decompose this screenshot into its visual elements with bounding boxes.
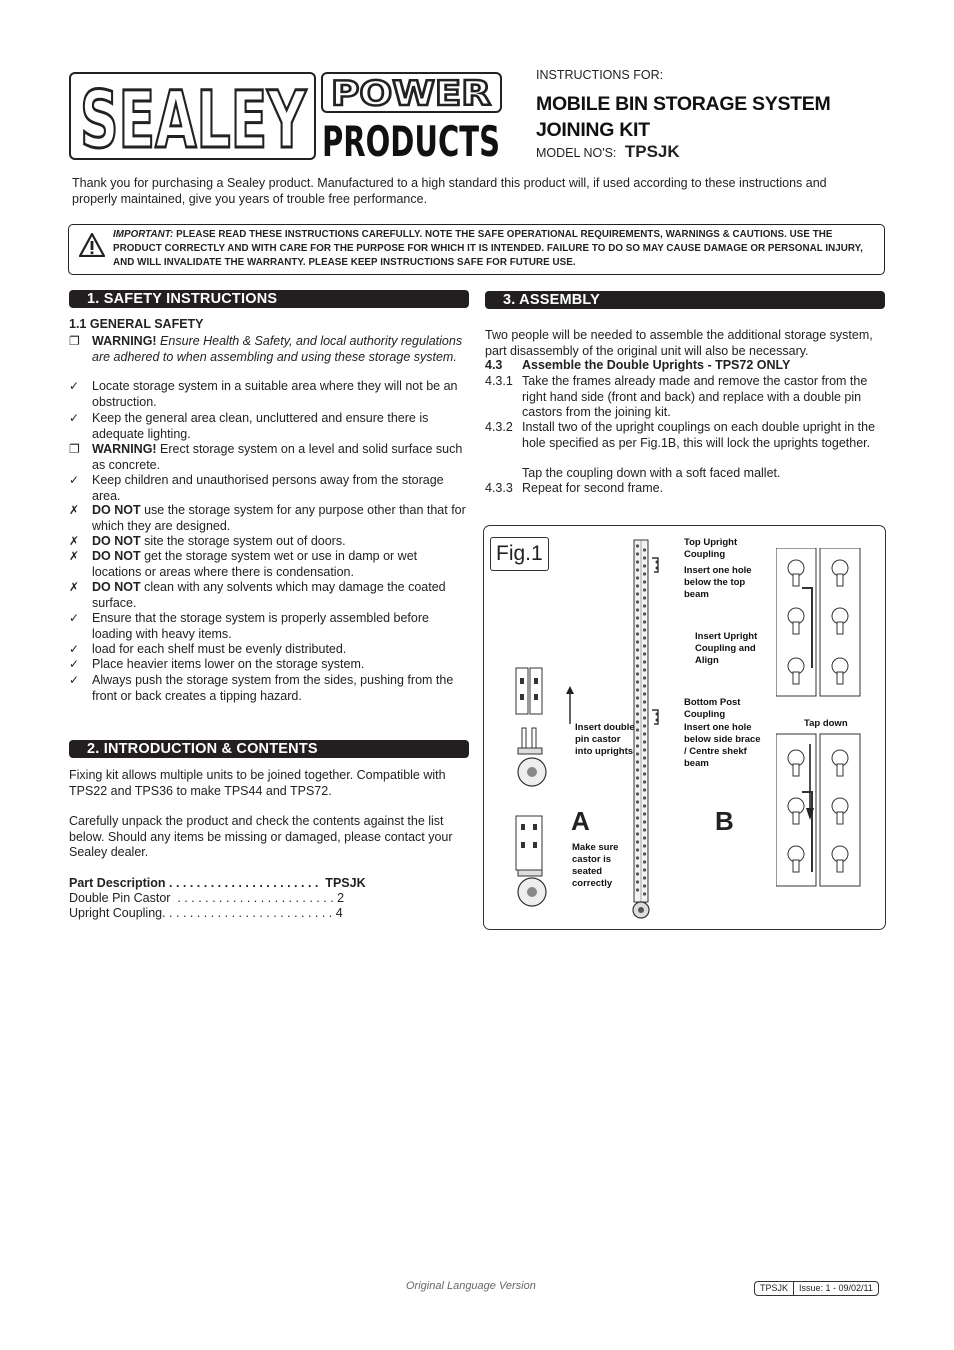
label-bottom-coupling: Bottom Post Coupling: [684, 697, 741, 720]
safety-item-text: [92, 611, 467, 642]
figure-letter-a: A: [571, 806, 590, 836]
safety-item-marker: ✗: [69, 534, 80, 548]
important-body: PLEASE READ THESE INSTRUCTIONS CAREFULLY. NOTE THE SAFE OPERATIONAL REQUIREMENTS, WARNINGS & CAUTIONS. USE THE PRODUCT CORRECTLY AND WITH CARE FOR THE PURPOSE FOR WHICH IT IS INTENDED. FAILURE TO DO SO MAY CAUSE DAMAGE OR PERSONAL INJURY, AND WILL INVALIDATE THE WARRANTY. PLEASE KEEP INSTRUCTIONS SAFE FOR FUTURE USE.: [113, 229, 863, 268]
sealey-logo: [69, 72, 316, 160]
safety-item-marker: ✗: [69, 549, 80, 563]
products-logo-text: PRODUCTS: [322, 117, 500, 160]
safety-item-marker: ✗: [69, 580, 80, 594]
safety-item-marker: ✓: [69, 473, 80, 487]
model-number: TPSJK: [624, 142, 680, 161]
safety-item-body: get the storage system wet or use in damp or wet locations or areas where there is condensation.: [92, 549, 418, 579]
safety-item-text: [92, 379, 467, 410]
assembly-intro: Two people will be needed to assemble the additional storage system, part disassembly of the original unit will also be necessary.: [485, 328, 873, 358]
instructions-for-label: INSTRUCTIONS FOR:: [536, 68, 664, 82]
safety-item-marker: ❐: [69, 334, 80, 348]
arrow-up-icon: [564, 686, 576, 726]
safety-item-marker: ✓: [69, 411, 80, 425]
power-logo-text: POWER: [331, 74, 491, 111]
safety-item-marker: ✓: [69, 642, 80, 656]
safety-item-body: use the storage system for any purpose other than that for which they are designed.: [92, 503, 466, 533]
safety-item-body: Erect storage system on a level and solid surface such as concrete.: [92, 442, 463, 472]
label-insert-castor: Insert double pin castor into uprights: [575, 722, 635, 757]
section-intro-heading: 2. INTRODUCTION & CONTENTS: [69, 740, 469, 758]
intro-paragraph-2: Carefully unpack the product and check the contents against the list below. Should any items be missing or damaged, please contact your Sealey dealer.: [69, 814, 453, 859]
assembly-step-text: Install two of the upright couplings on each double upright in the hole specified as per Fig.1B, this will lock the uprights together.: [522, 420, 876, 450]
safety-item-marker: ✓: [69, 673, 80, 687]
assembly-step-number: 4.3.3: [485, 481, 513, 495]
safety-item-text: [92, 503, 467, 534]
castor-illustration: [512, 664, 552, 914]
label-top-hint: Insert one hole below the top beam: [684, 565, 752, 600]
safety-item-body: Locate storage system in a suitable area where they will not be an obstruction.: [92, 379, 458, 409]
parts-table-header: Part Description . . . . . . . . . . . . . . . . . . . . . . TPSJK: [69, 876, 366, 890]
product-title-line1: MOBILE BIN STORAGE SYSTEM: [536, 93, 831, 115]
product-title-line2: JOINING KIT: [536, 119, 650, 141]
assembly-subsection-title: Assemble the Double Uprights - TPS72 ONLY: [522, 358, 791, 372]
safety-item-text: [92, 442, 467, 473]
safety-item-text: [92, 580, 467, 611]
label-tap-down: Tap down: [804, 718, 848, 729]
parts-row: Upright Coupling. . . . . . . . . . . . . . . . . . . . . . . . . 4: [69, 906, 343, 920]
assembly-step-number: 4.3.1: [485, 374, 513, 388]
figure-1: [483, 525, 886, 930]
safety-item-text: [92, 657, 467, 673]
footer-issue: Issue: 1 - 09/02/11: [793, 1282, 878, 1295]
safety-item-text: [92, 673, 467, 704]
assembly-step-text: Repeat for second frame.: [522, 481, 664, 495]
footer-code: TPSJK: [760, 1283, 789, 1293]
footer-language: Original Language Version: [406, 1280, 536, 1292]
warning-icon: [79, 233, 105, 257]
safety-item-body: clean with any solvents which may damage the coated surface.: [92, 580, 446, 610]
safety-item-text: [92, 642, 467, 658]
section-assembly-heading: 3. ASSEMBLY: [485, 291, 885, 309]
safety-item-body: site the storage system out of doors.: [140, 534, 346, 548]
safety-item-body: load for each shelf must be evenly distributed.: [92, 642, 347, 656]
safety-item-text: [92, 473, 467, 504]
safety-item-emphasis: DO NOT: [92, 580, 141, 594]
label-bottom-hint: Insert one hole below side brace / Centre shekf beam: [684, 722, 761, 769]
safety-item-emphasis: WARNING!: [92, 334, 157, 348]
intro-paragraph-1: Fixing kit allows multiple units to be joined together. Compatible with TPS22 and TPS36 to make TPS44 and TPS72.: [69, 768, 446, 798]
label-insert-upright: Insert Upright Coupling and Align: [695, 631, 758, 666]
safety-item-text: [92, 334, 467, 365]
important-text: [113, 228, 878, 269]
general-safety-subheading: 1.1 GENERAL SAFETY: [69, 317, 204, 331]
safety-item-emphasis: DO NOT: [92, 503, 141, 517]
safety-item-body: Ensure Health & Safety, and local authority regulations are adhered to when assembling and using these storage system.: [92, 334, 463, 364]
parts-row: Double Pin Castor . . . . . . . . . . . . . . . . . . . . . . . 2: [69, 891, 345, 905]
footer-issue-box: [754, 1281, 879, 1296]
safety-item-emphasis: DO NOT: [92, 549, 141, 563]
assembly-step-text: Tap the coupling down with a soft faced mallet.: [522, 466, 781, 480]
figure-letter-b: B: [715, 806, 734, 836]
assembly-step-text: Take the frames already made and remove the castor from the right hand side (front and back) and replace with a double pin castors from the joining kit.: [522, 374, 868, 419]
label-top-coupling: Top Upright Coupling: [684, 537, 738, 560]
important-notice: [68, 224, 885, 275]
safety-item-marker: ✓: [69, 657, 80, 671]
figure-label: Fig.1: [490, 537, 549, 571]
safety-item-body: Always push the storage system from the sides, pushing from the front or back creates a tipping hazard.: [92, 673, 454, 703]
safety-item-body: Place heavier items lower on the storage system.: [92, 657, 365, 671]
safety-item-marker: ✓: [69, 611, 80, 625]
section-safety-heading: 1. SAFETY INSTRUCTIONS: [69, 290, 469, 308]
safety-item-body: Keep the general area clean, uncluttered and ensure there is adequate lighting.: [92, 411, 429, 441]
assembly-subsection-number: 4.3: [485, 358, 503, 372]
thank-you-text: Thank you for purchasing a Sealey product. Manufactured to a high standard this product will, if used according to these instructions and properly maintained, give you years of trouble free performance.: [72, 176, 827, 206]
important-lead: IMPORTANT:: [113, 229, 174, 240]
model-label: MODEL NO'S:: [536, 146, 617, 160]
safety-item-text: [92, 534, 467, 550]
safety-item-marker: ✗: [69, 503, 80, 517]
safety-item-text: [92, 549, 467, 580]
assembly-step-number: 4.3.2: [485, 420, 513, 434]
safety-item-body: Ensure that the storage system is properly assembled before loading with heavy items.: [92, 611, 429, 641]
model-number-row: [536, 142, 680, 162]
sealey-logo-text: SEALEY: [79, 77, 307, 155]
safety-item-emphasis: WARNING!: [92, 442, 157, 456]
safety-item-marker: ❐: [69, 442, 80, 456]
power-logo: [321, 72, 502, 113]
safety-item-text: [92, 411, 467, 442]
safety-item-body: Keep children and unauthorised persons away from the storage area.: [92, 473, 444, 503]
products-logo: [321, 116, 502, 160]
safety-item-emphasis: DO NOT: [92, 534, 141, 548]
safety-item-marker: ✓: [69, 379, 80, 393]
label-make-sure: Make sure castor is seated correctly: [572, 842, 619, 889]
